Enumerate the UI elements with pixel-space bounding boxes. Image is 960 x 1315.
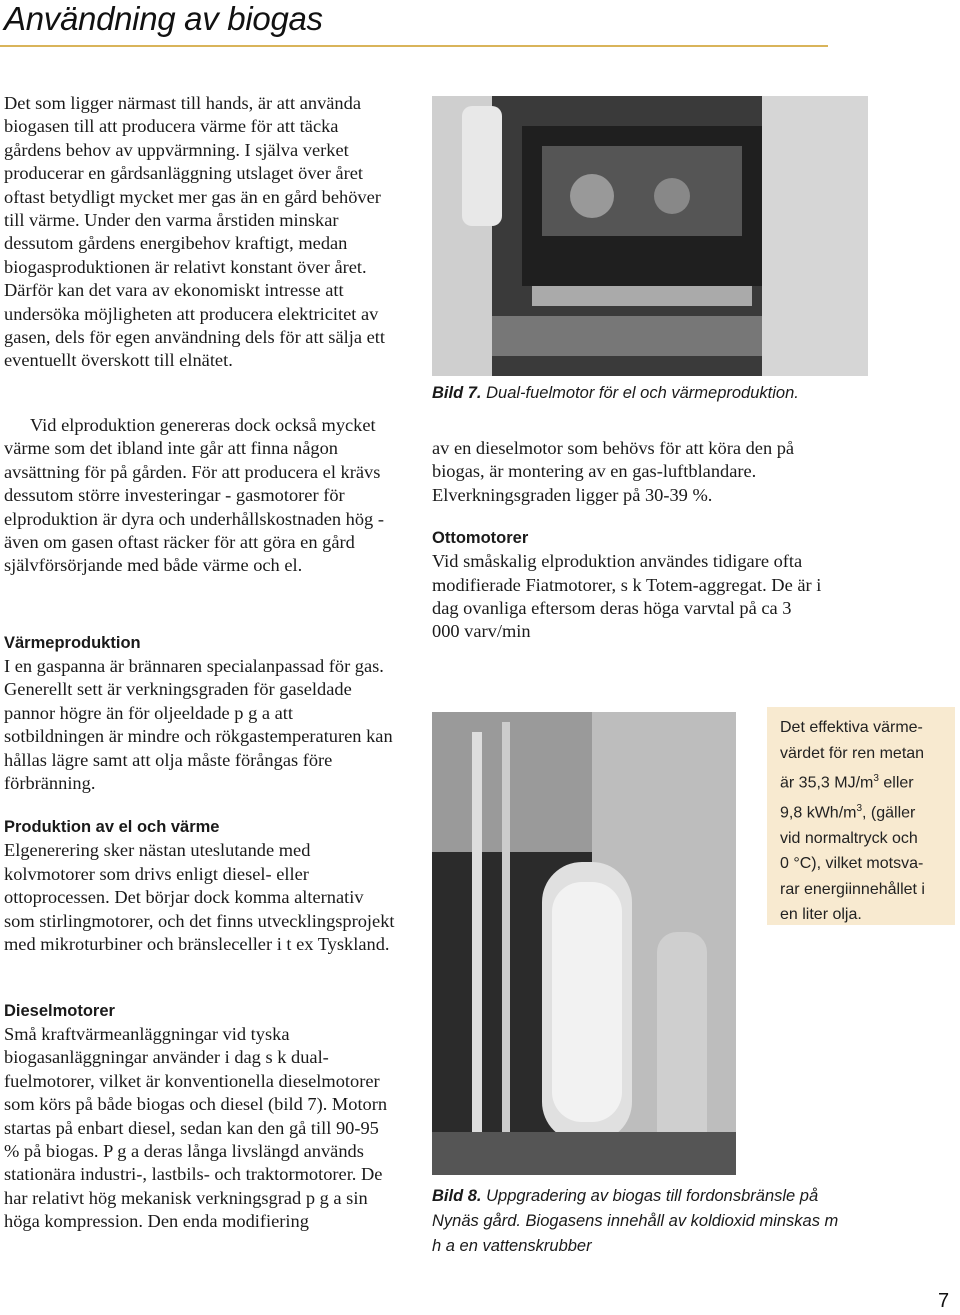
paragraph-varmeproduktion: I en gaspanna är brännaren specialanpassad för gas. Generellt sett är verkningsgraden för gaseldade pannor högre än för oljeeldade p g a att sotbildningen är mindre och rökgastemperaturen kan hållas lägre samt att olja måste förångas före förbränning. — [4, 656, 393, 794]
fact-line-5: vid normaltryck och — [780, 829, 918, 847]
fact-line-7: rar energiinnehållet i — [780, 880, 925, 898]
fact-line-2: värdet för ren metan — [780, 744, 925, 762]
page-title: Användning av biogas — [4, 0, 323, 37]
title-rule — [0, 45, 828, 47]
caption-bild-8-text: Uppgradering av biogas till fordonsbränsle på Nynäs gård. Biogasens innehåll av koldioxid minskas m h a en vattenskrubber — [432, 1187, 839, 1255]
paragraph-el-och-varme: Elgenerering sker nästan uteslutande med kolvmotorer som drivs enligt diesel- eller ottoprocessen. Det börjar dock komma alternativ som stirlingmotorer, och det finns utvecklingsprojekt med mikroturbiner och bränsleceller i t ex Tyskland. — [4, 840, 395, 955]
paragraph-dieselmotorer: Små kraftvärmeanläggningar vid tyska biogasanläggningar använder i dag s k dual-fuelmotorer, vilket är konventionella dieselmotorer som körs på både biogas och diesel (bild 7). Motorn startas på enbart diesel, sedan kan den gå till 90-95 % på biogas. P g a deras långa livslängd används stationära industri-, lastbils- och traktormotorer. De har relativt hög mekanisk verkningsgrad p g a sin höga kompression. Den enda modifiering — [4, 1024, 388, 1232]
page-number: 7 — [938, 1290, 950, 1312]
heading-ottomotorer: Ottomotorer — [432, 529, 529, 548]
fact-line-4: 9,8 kWh/$m^3$, (gäller — [780, 802, 916, 822]
paragraph-intro: Det som ligger närmast till hands, är att använda biogasen till att producera värme för att täcka gårdens behov av uppvärmning. I själva verket producerar en gårdsanläggning utslaget över året oftast betydligt mycket mer gas än en gård behöver till värme. Under den varma årstiden minskar dessutom gårdens energibehov kraftigt, medan biogasproduktionen är relativt konstant över året. Därför kan det vara av ekonomiskt intresse att undersöka möjligheten att producera elektricitet av gasen, dels för egen användning dels för att sälja ett eventuellt överskott till elnätet. — [4, 93, 385, 371]
caption-bild-7-label: Bild 7. — [432, 384, 482, 402]
fact-line-6: 0 °C), vilket motsva- — [780, 855, 924, 873]
fact-line-1: Det effektiva värme- — [780, 719, 923, 736]
photo-biogas-upgrading — [432, 712, 736, 1175]
caption-bild-8 — [432, 1184, 852, 1259]
heading-varmeproduktion: Värmeproduktion — [4, 634, 141, 652]
fact-box — [767, 707, 955, 925]
caption-bild-7-text: Dual-fuelmotor för el och värmeproduktion. — [486, 384, 799, 402]
caption-bild-7 — [432, 381, 852, 406]
left-column-lower — [4, 1000, 396, 1234]
caption-bild-8-label: Bild 8. — [432, 1187, 482, 1205]
paragraph-dieselmotor-cont: av en dieselmotor som behövs för att köra den på biogas, är montering av en gas-luftblandare. Elverkningsgraden ligger på 30-39 %. — [432, 438, 795, 505]
right-column — [432, 437, 822, 644]
left-column — [4, 92, 396, 956]
paragraph-ottomotorer: Vid småskalig elproduktion användes tidigare ofta modifierade Fiatmotorer, s k Totem-aggregat. De är i dag ovanliga eftersom deras höga varvtal på ca 3 000 varv/min — [432, 551, 822, 642]
fact-line-8: en liter olja. — [780, 906, 862, 924]
heading-dieselmotorer: Dieselmotorer — [4, 1002, 115, 1020]
heading-el-och-varme: Produktion av el och värme — [4, 818, 220, 837]
paragraph-elproduktion: Vid elproduktion genereras dock också mycket värme som det ibland inte går att finna någon avsättning för på gården. För att producera el krävs dessutom större investeringar - gasmotorer för elproduktion är dyra och underhållskostnaden hög - även om gasen oftast räcker för att göra en gård självförsörjande med både värme och el. — [4, 415, 384, 576]
fact-line-3: är 35,3 $MJ/m^3$ eller — [780, 773, 914, 792]
photo-dual-fuel-motor — [432, 96, 868, 376]
